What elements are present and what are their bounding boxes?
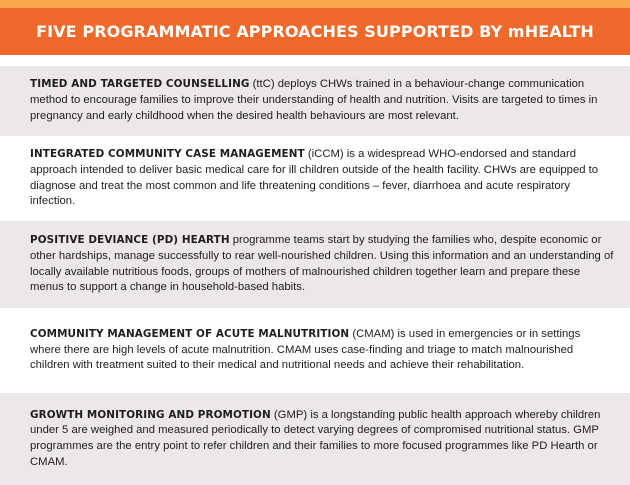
- approach-term: GROWTH MONITORING AND PROMOTION: [30, 408, 271, 421]
- approach-pd-hearth: [0, 221, 630, 308]
- approach-term: INTEGRATED COMMUNITY CASE MANAGEMENT: [30, 148, 305, 161]
- approach-description: (iCCM) is a widespread WHO-endorsed and standard approach intended to deliver basic medical care for ill children outside of the health facility. CHWs are equipped to diagnose and treat the most common and life threatening conditions – fever, diarrhoea and acute respiratory infection.: [30, 148, 599, 208]
- approach-description: (CMAM) is used in emergencies or in settings where there are high levels of acute malnutrition. CMAM uses case-finding and triage to match malnourished children with treatment suited to their medical and nutritional needs and achieve their rehabilitation.: [30, 327, 581, 372]
- approaches-list: [0, 66, 630, 485]
- header-banner: [0, 8, 630, 55]
- approach-description: programme teams start by studying the families who, despite economic or other hardships, manage successfully to rear well-nourished children. Using this information and an understanding of locally available nutritious foods, groups of mothers of malnourished children together learn and prepare these menus to support a change in household-based habits.: [30, 234, 614, 294]
- approach-text: [30, 408, 614, 471]
- top-accent-strip: [0, 0, 630, 8]
- approach-text: [30, 233, 614, 296]
- approach-term: COMMUNITY MANAGEMENT OF ACUTE MALNUTRITION: [30, 327, 350, 340]
- approach-description: (ttC) deploys CHWs trained in a behaviour-change communication method to encourage families to improve their understanding of health and nutrition. Visits are targeted to times in pregnancy and early childhood when the desired health behaviours are most relevant.: [30, 78, 598, 122]
- approach-gmp: [0, 393, 630, 485]
- approach-term: POSITIVE DEVIANCE (PD) HEARTH: [30, 234, 230, 247]
- approach-cmam: [0, 308, 630, 393]
- approach-ttc: [0, 66, 630, 136]
- approach-description: (GMP) is a longstanding public health approach whereby children under 5 are weighed and measured periodically to detect varying degrees of compromised nutritional status. GMP programmes are the entry point to refer children and their families to more focused programmes like PD Hearth or CMAM.: [30, 408, 601, 468]
- approach-term: TIMED AND TARGETED COUNSELLING: [30, 78, 250, 91]
- approach-text: [30, 147, 614, 210]
- page-title: FIVE PROGRAMMATIC APPROACHES SUPPORTED BY mHEALTH: [36, 22, 594, 41]
- approach-text: [30, 77, 614, 124]
- approach-text: [30, 327, 614, 374]
- approach-iccm: [0, 136, 630, 221]
